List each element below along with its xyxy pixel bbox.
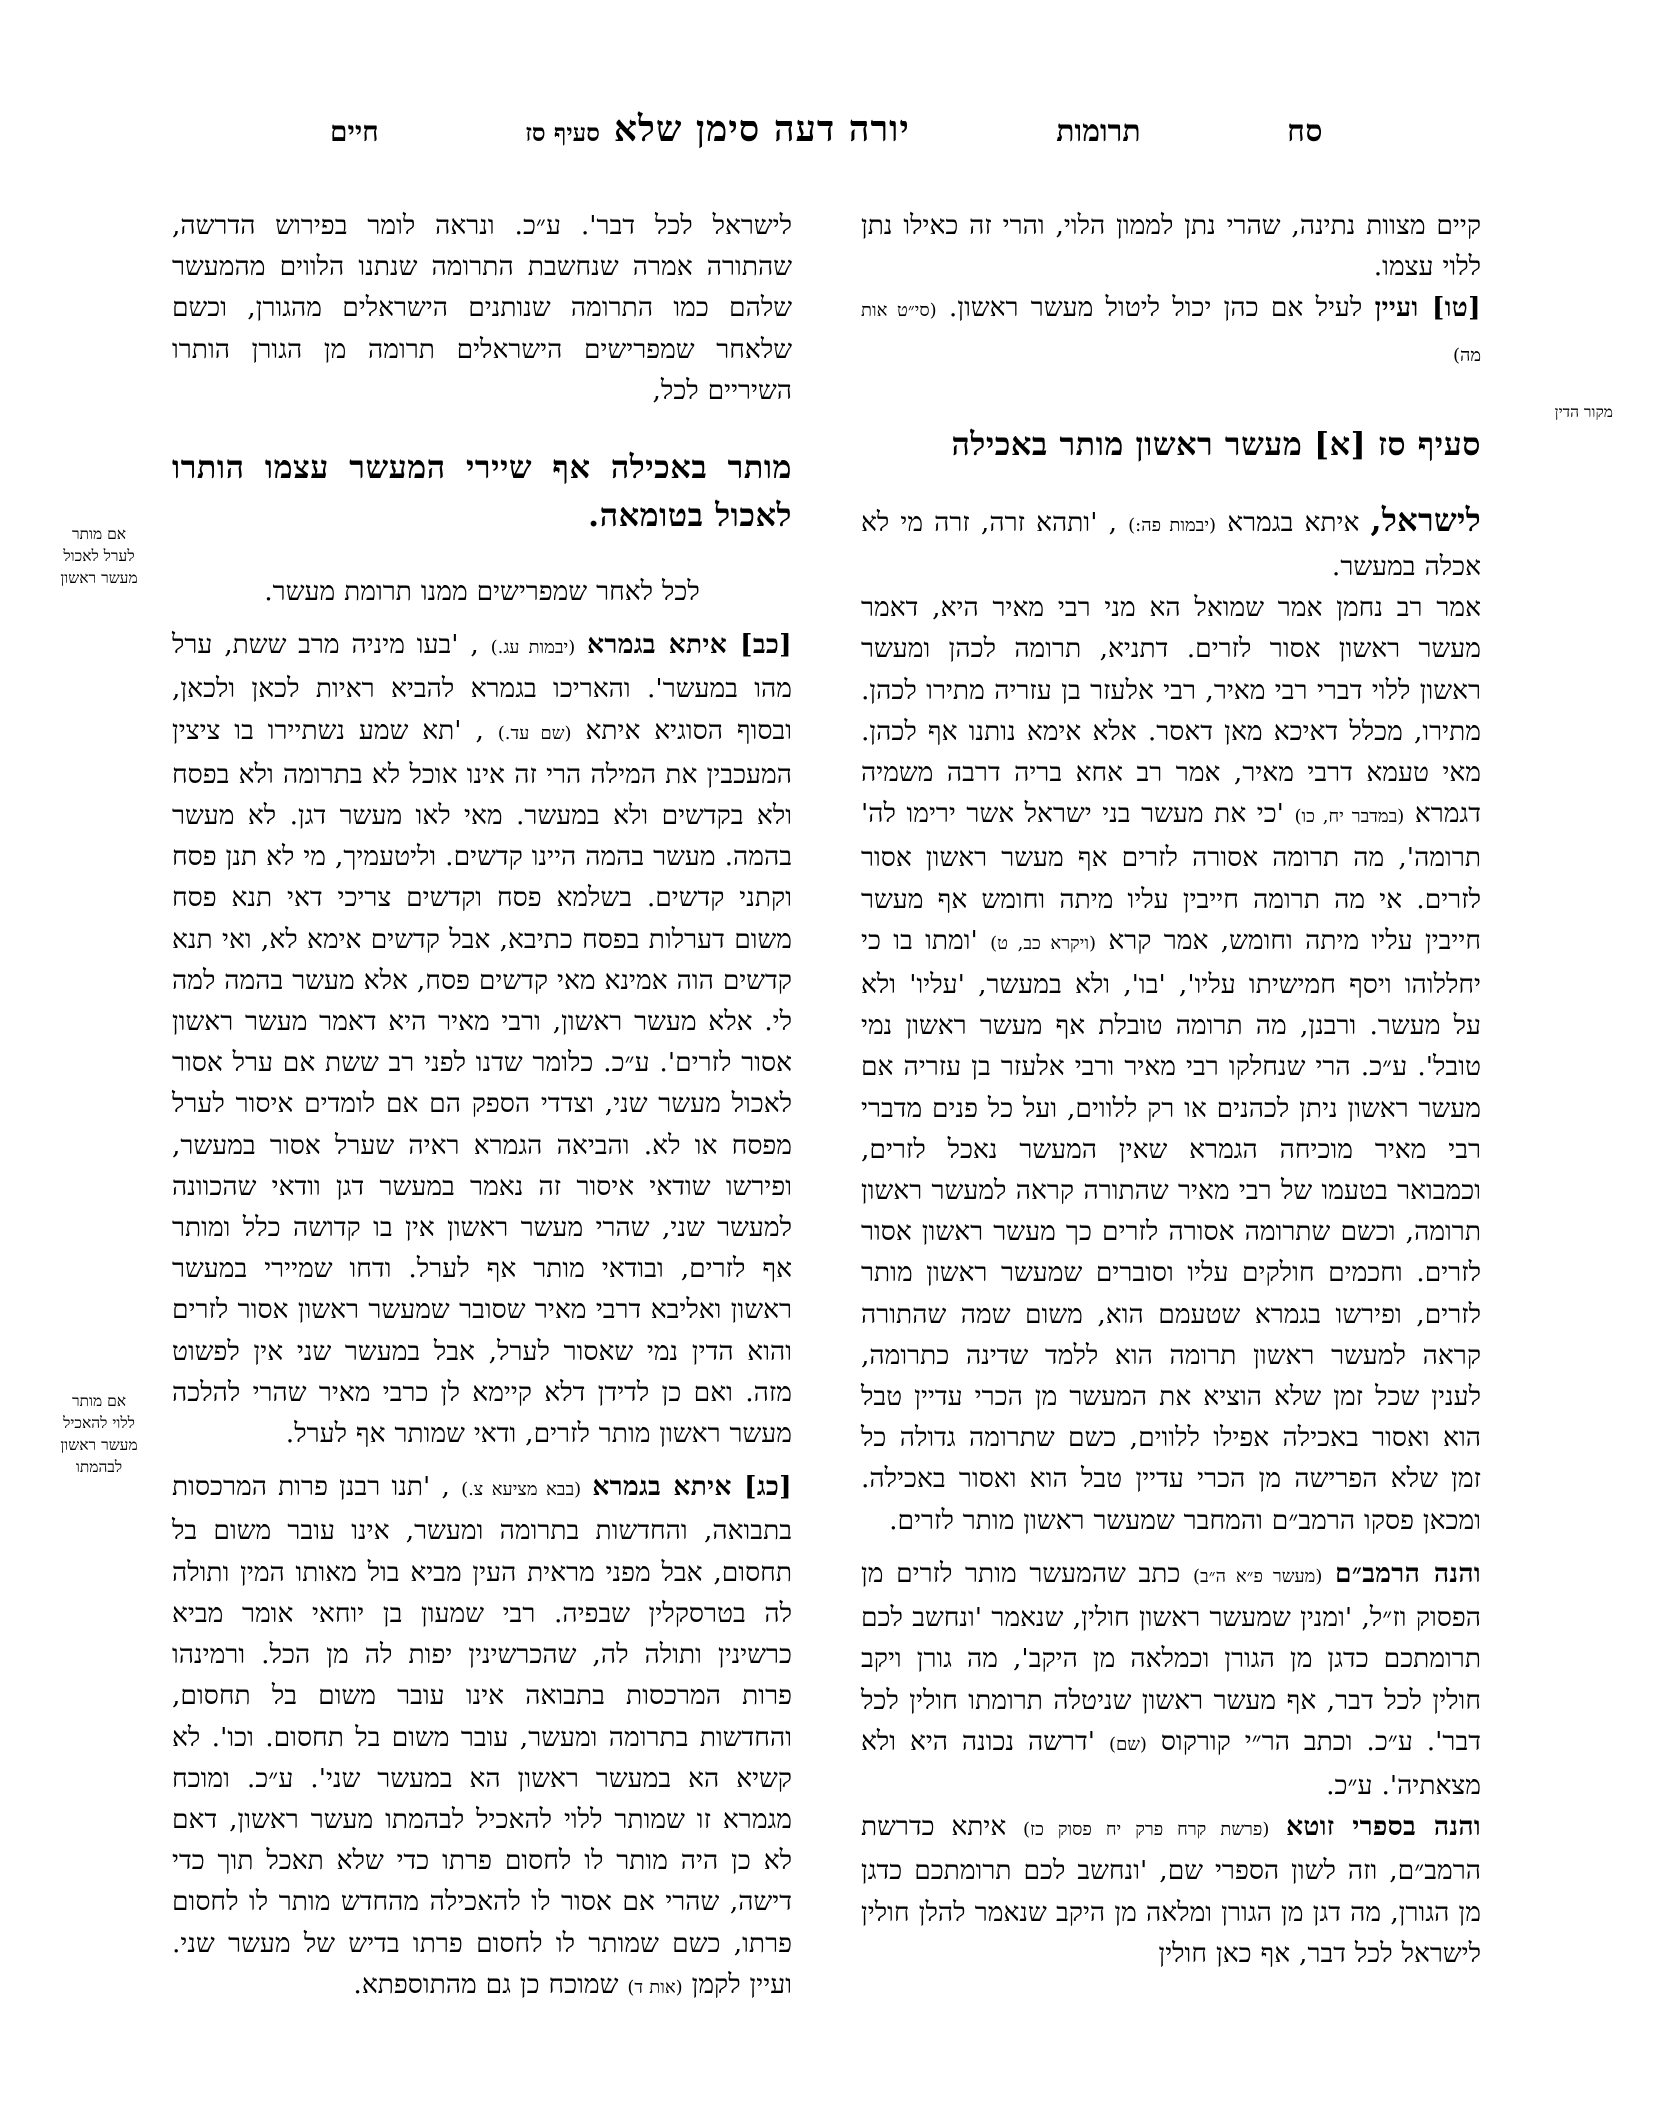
header-work-name: תרומות (1056, 114, 1141, 149)
header-title-main: יורה דעה סימן שלא (613, 108, 910, 150)
paragraph-sifrei-zuta (861, 1806, 1481, 1974)
paragraph-text-n: , 'תנו רבנן פרות המרכסות בתבואה, והחדשות בתרומה ומעשר, אינו עובר משום בל תחסום, אבל מפני מראית העין מביא בול מאותו המין ותולה לה בטרסקלין שבפיה. רבי שמעון בן יוחאי אומר מביא כרשינין ותולה לה, שהכרשינין יפות לה מן הכל. ורמינהו פרות המרכסות בתבואה אינו עובר משום בל תחסום, והחדשות בתרומה ומעשר, עובר משום בל תחסום. וכו'. לא קשיא הא במעשר ראשון הא במעשר שני'. ע״כ. ומוכח מגמרא זו שמותר ללוי להאכיל לבהמתו מעשר ראשון, דאם לא כן היה מותר לו לחסום פרתו כדי שלא תאכל תוך כדי דישה, שהרי אם אסור לו להאכילה מהחדש מותר לו לחסום פרתו, כשם שמותר לו לחסום פרתו בדיש של מעשר שני. ועיין לקמן (172, 1471, 792, 2000)
lead-word-ita-bagemara-2: [כג] איתא בגמרא (592, 1471, 792, 1503)
paragraph-text-o: שמוכח כן גם מהתוספתא. (353, 1968, 619, 2000)
spacer (861, 376, 1481, 388)
source-citation: (יבמות פה:) (1128, 514, 1217, 536)
source-citation: (בבא מציעא צ.) (461, 1479, 582, 1501)
source-citation: (מעשר פ״א ה״ב) (1193, 1565, 1323, 1587)
paragraph-text-c: , 'ותהא זרה, זרה מי לא אכלה במעשר. (861, 506, 1481, 583)
source-citation: (סי״ט אות מה) (861, 300, 1481, 366)
paragraph-main-discussion (861, 587, 1481, 1541)
display-line-mutar-baachila (172, 443, 792, 539)
paragraph-rambam (861, 1553, 1481, 1806)
margin-note-behemto (40, 1390, 158, 1478)
paragraph-text-l: , 'בעו מיניה מרב ששת, ערל מהו במעשר'. והאריכו בגמרא להביא ראיות לכאן ולכאן, ובסוף הסוגיא איתא (172, 629, 792, 746)
spacer (861, 1541, 1481, 1553)
margin-note-line: אם מותר (71, 525, 127, 543)
paragraph-text-h: 'דרשה נכונה היא ולא מצאתיה'. ע״כ. (861, 1725, 1481, 1801)
source-citation: (שם) (1108, 1733, 1147, 1755)
header-author: חיים (330, 115, 379, 148)
paragraph-tail-terumat-maaser (172, 571, 792, 612)
header-title-group (525, 108, 910, 150)
margin-note-line: מעשר ראשון (60, 569, 138, 587)
spacer (172, 1454, 792, 1466)
source-citation: (במדבר יח, כו) (1294, 806, 1405, 828)
margin-note-line: מקור הדין (1554, 403, 1613, 421)
paragraph-tav-vav (861, 287, 1481, 375)
paragraph-text-d: אמר רב נחמן אמר שמואל הא מני רבי מאיר היא, דאמר מעשר ראשון אסור לזרים. דתניא, תרומה לכהן ומעשר ראשון ללוי דברי רבי מאיר, רבי אלעזר בן עזריה מתירו לכהן. מתירו, מכלל דאיכא מאן דאסר. אלא אימא נותנו אף לכהן. מאי טעמא דרבי מאיר, אמר רב אחא בריה דרבה משמיה דגמרא (861, 592, 1481, 830)
paragraph-intro (861, 205, 1481, 287)
header-page-number: סח (1287, 114, 1323, 149)
paragraph-text-b: איתא בגמרא (1227, 506, 1360, 538)
paragraph-kaf-bet (172, 624, 792, 1454)
column-right (861, 205, 1613, 2035)
margin-note-line: מעשר ראשון (60, 1436, 138, 1454)
paragraph-gemara-opening (861, 500, 1481, 587)
paragraph-text-k: לכל לאחר שמפרישים ממנו תרומת מעשר. (264, 576, 700, 608)
lead-word-ita-bagemara-1: [כב] איתא בגמרא (587, 629, 792, 661)
lead-word: [טו] ועיין (1374, 292, 1481, 324)
lead-word-lyisrael: לישראל, (1370, 500, 1481, 539)
display-text-b: אף שיירי המעשר עצמו הותרו לאכול בטומאה. (172, 448, 792, 535)
paragraph-text-a: לעיל אם כהן יכול ליטול מעשר ראשון. (948, 292, 1363, 324)
paragraph-kaf-gimel (172, 1466, 792, 2008)
spacer (172, 612, 792, 624)
margin-note-source-of-law (1495, 401, 1613, 423)
paragraph-text: קיים מצוות נתינה, שהרי נתן לממון הלוי, והרי זה כאילו נתן ללוי עצמו. (861, 210, 1481, 283)
source-citation: (יבמות עג.) (490, 637, 576, 659)
paragraph-text-i: איתא כדרשת הרמב״ם, וזה לשון הספרי שם, 'ונחשב לכם תרומתכם כדגן מן הגורן, מה דגן מן הגורן ומלאה מן היקב שנאמר להלן חולין לישראל לכל דבר, אף כאן חולין (861, 1811, 1481, 1969)
source-citation: (שם עד.) (497, 722, 572, 744)
margin-note-line: ללוי להאכיל (63, 1414, 135, 1432)
paragraph-text-e: 'כי את מעשר בני ישראל אשר ירימו לה' תרומה', מה תרומה אסורה לזרים אף מעשר ראשון אסור לזרים. אי מה תרומה חייבין עליו מיתה וחומש אף מעשר חייבין עליו מיתה וחומש, אמר קרא (861, 798, 1481, 956)
margin-note-arel (40, 523, 158, 589)
source-citation: (אות ד) (627, 1976, 683, 1998)
source-citation: (פרשת קרח פרק יח פסוק כז) (1023, 1819, 1270, 1841)
section-heading-seif-67 (861, 420, 1481, 468)
page-header (330, 108, 1323, 160)
paragraph-text-f: 'ומתו בו כי יחללוהו ויסף חמישיתו עליו', 'בו', ולא במעשר, 'עליו' ולא על מעשר. ורבנן, מה תרומה טובלת אף מעשר ראשון נמי טובל'. ע״כ. הרי שנחלקו רבי מאיר ורבי אלעזר בן עזריה אם מעשר ראשון ניתן לכהנים או רק ללווים, ועל כל פנים מדברי רבי מאיר מוכיחה הגמרא שאין המעשר נאכל לזרים, וכמבואר בטעמו של רבי מאיר שהתורה קראה למעשר ראשון תרומה, וכשם שתרומה אסורה לזרים כך מעשר ראשון אסור לזרים. וחכמים חולקים עליו וסוברים שמעשר ראשון מותר לזרים, ופירשו בגמרא שטעמם הוא, משום שמה שהתורה קראה למעשר ראשון תרומה הוא ללמד שדינה כתרומה, לענין שכל זמן שלא הוציא את המעשר מן הכרי עדיין טבל הוא ואסור באכילה אפילו ללווים, כשם שתרומה גדולה כל זמן שלא הפרישה מן הכרי עדיין טבל הוא ואסור באכילה. ומכאן פסקו הרמב״ם והמחבר שמעשר ראשון מותר לזרים. (861, 924, 1481, 1536)
display-text-a: מותר באכילה (610, 448, 792, 487)
paragraph-text-m: , 'תא שמע נשתיירו בו ציצין המעכבין את המילה הרי זה אינו אוכל לא בתרומה ולא בפסח ולא בקדשים ולא במעשר. מאי לאו מעשר דגן. לא מעשר בהמה. מעשר בהמה היינו קדשים. וליטעמיך, מי לא תנן פסח וקתני קדשים. בשלמא פסח וקדשים צריכי דאי תנא פסח משום דערלות בפסח כתיבא, אבל קדשים אימא לא, ואי תנא קדשים הוה אמינא מאי קדשים פסח, אלא מעשר בהמה למה לי. אלא מעשר ראשון, ורבי מאיר היא דאמר מעשר ראשון אסור לזרים'. ע״כ. כלומר שדנו לפני רב ששת אם ערל אסור לאכול מעשר שני, וצדדי הספק הם אם לומדים איסור לערל מפסח או לא. והביאה הגמרא ראיה שערל אסור במעשר, ופירשו שודאי איסור זה נאמר במעשר דגן וודאי שהכוונה למעשר שני, שהרי מעשר ראשון אין בו קדושה כלל ומותר אף לזרים, ובודאי מותר אף לערל. ודחו שמיירי במעשר ראשון ואליבא דרבי מאיר שסובר שמעשר ראשון אסור לזרים והוא הדין נמי שאסור לערל, אבל במעשר שני אין לפשוט מזה. ואם כן לדידן דלא קיימא לן כרבי מאיר שהרי להלכה מעשר ראשון מותר לזרים, ודאי שמותר אף לערל. (172, 714, 792, 1450)
lead-word-rambam: והנה הרמב״ם (1335, 1557, 1481, 1589)
body-columns (60, 205, 1613, 2035)
paragraph-text-g: כתב שהמעשר מותר לזרים מן הפסוק וז״ל, 'ומנין שמעשר ראשון חולין, שנאמר 'ונחשב לכם תרומתכם כדגן מן הגורן וכמלאה מן היקב', מה גורן ויקב חולין לכל דבר, אף מעשר ראשון שניטלה תרומתו חולין לכל דבר'. ע״כ. וכתב הר״י קורקוס (861, 1557, 1481, 1757)
header-title-sub: סעיף סז (525, 118, 600, 147)
paragraph-text-j: לישראל לכל דבר'. ע״כ. ונראה לומר בפירוש הדרשה, שהתורה אמרה שנחשבת התרומה שנתנו הלווים מהמעשר שלהם כמו התרומה שנותנים הישראלים מהגורן, וכשם שלאחר שמפרישים הישראלים תרומה מן הגורן הותרו השיריים לכל, (172, 210, 792, 406)
paragraph-continuation (172, 205, 792, 411)
margin-note-line: לבהמתו (75, 1458, 123, 1476)
section-heading-text: סעיף סז [א] מעשר ראשון מותר באכילה (951, 424, 1481, 463)
lead-word-sifrei: והנה בספרי זוטא (1286, 1811, 1481, 1843)
source-citation: (ויקרא כב, ט) (990, 932, 1097, 954)
margin-note-line: אם מותר (71, 1392, 127, 1410)
column-left (60, 205, 792, 2035)
margin-note-line: לערל לאכול (63, 547, 135, 565)
